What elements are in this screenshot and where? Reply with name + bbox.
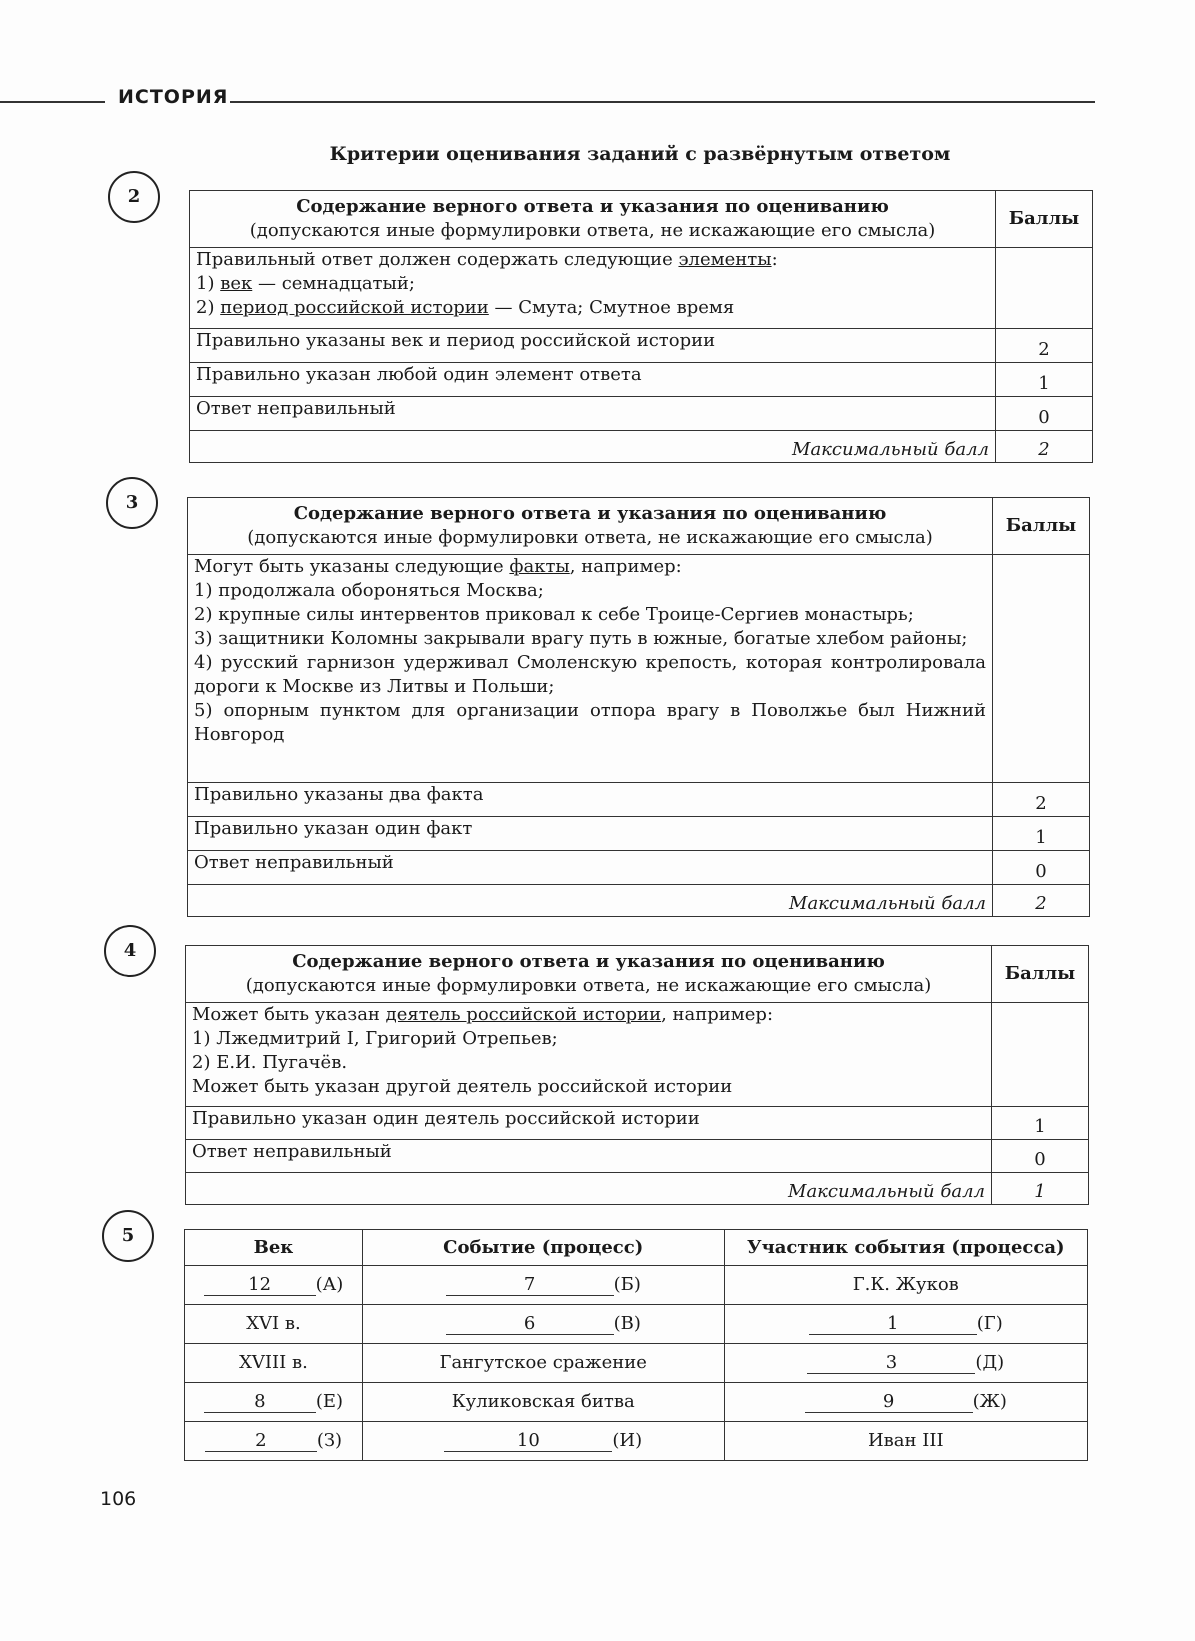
content-line	[194, 651, 986, 699]
matching-cell	[362, 1344, 724, 1383]
content-text: 2) крупные силы интервентов приковал к себе Троице-Сергиев монастырь;	[194, 604, 914, 625]
answer-content-row	[188, 555, 1090, 783]
criteria-score: 0	[992, 1140, 1089, 1173]
column-header: Участник события (процесса)	[724, 1230, 1087, 1266]
criteria-row	[190, 363, 1093, 397]
criteria-table-2	[189, 190, 1093, 463]
answer-label: (Е)	[315, 1391, 344, 1412]
content-line	[194, 555, 986, 579]
criteria-text: Правильно указаны век и период российской истории	[190, 329, 996, 363]
underlined-term: период российской истории	[220, 297, 489, 318]
content-line	[196, 272, 989, 296]
answer-blank: 9	[805, 1392, 973, 1413]
content-text: , например:	[661, 1004, 774, 1025]
answer-blank: 3	[807, 1353, 975, 1374]
answer-label: (Б)	[613, 1274, 641, 1295]
answer-blank: 2	[205, 1431, 317, 1452]
answer-blank: 12	[204, 1275, 316, 1296]
header-row	[186, 946, 1089, 1003]
content-header-title: Содержание верного ответа и указания по оцениванию	[296, 196, 889, 217]
max-score-row	[190, 431, 1093, 463]
column-header: Событие (процесс)	[362, 1230, 724, 1266]
matching-cell	[362, 1383, 724, 1422]
content-text: Может быть указан другой деятель российской истории	[192, 1076, 733, 1097]
content-header-note: (допускаются иные формулировки ответа, не искажающие его смысла)	[249, 220, 936, 241]
answer-content	[186, 1003, 992, 1107]
answer-label: (В)	[613, 1313, 641, 1334]
answer-label: (Ж)	[972, 1391, 1007, 1412]
max-score-row	[186, 1173, 1089, 1205]
cell-text: XVIII в.	[239, 1352, 308, 1373]
criteria-score: 2	[993, 783, 1090, 817]
underlined-term: век	[220, 273, 253, 294]
max-score-value: 1	[992, 1173, 1089, 1205]
criteria-row	[190, 397, 1093, 431]
task-number-badge: 5	[102, 1210, 154, 1262]
content-text: 2) Е.И. Пугачёв.	[192, 1052, 348, 1073]
answer-label: (Г)	[976, 1313, 1003, 1334]
criteria-score: 0	[996, 397, 1093, 431]
criteria-score: 0	[993, 851, 1090, 885]
matching-row	[185, 1305, 1088, 1344]
criteria-text: Правильно указан любой один элемент ответа	[190, 363, 996, 397]
subject-heading: ИСТОРИЯ	[118, 86, 229, 108]
page-title: Критерии оценивания заданий с развёрнутым ответом	[329, 143, 951, 165]
matching-row	[185, 1422, 1088, 1461]
max-score-label: Максимальный балл	[190, 431, 996, 463]
answer-blank: 8	[204, 1392, 316, 1413]
criteria-score: 1	[993, 817, 1090, 851]
matching-cell	[185, 1344, 363, 1383]
score-header: Баллы	[996, 191, 1093, 248]
matching-cell	[724, 1305, 1087, 1344]
answer-content-row	[190, 248, 1093, 329]
matching-cell	[185, 1266, 363, 1305]
underlined-term: элементы	[678, 249, 772, 270]
matching-cell	[185, 1422, 363, 1461]
max-score-row	[188, 885, 1090, 917]
matching-cell	[724, 1266, 1087, 1305]
content-line	[196, 248, 989, 272]
content-text: Могут быть указаны следующие	[194, 556, 510, 577]
content-header	[186, 946, 992, 1003]
answer-blank: 6	[446, 1314, 614, 1335]
content-header-note: (допускаются иные формулировки ответа, не искажающие его смысла)	[247, 527, 933, 548]
answer-label: (И)	[612, 1430, 643, 1451]
content-header	[190, 191, 996, 248]
matching-cell	[185, 1383, 363, 1422]
criteria-row	[188, 783, 1090, 817]
content-line	[194, 603, 986, 627]
content-text: 2)	[196, 297, 221, 318]
criteria-row	[186, 1140, 1089, 1173]
cell-text: Иван III	[867, 1430, 944, 1451]
header-row	[188, 498, 1090, 555]
criteria-score: 1	[996, 363, 1093, 397]
answer-content	[188, 555, 993, 783]
criteria-row	[188, 817, 1090, 851]
content-text: , например:	[569, 556, 682, 577]
answer-label: (З)	[316, 1430, 343, 1451]
criteria-text: Ответ неправильный	[186, 1140, 992, 1173]
content-text: — Смута; Смутное время	[488, 297, 735, 318]
max-score-label: Максимальный балл	[188, 885, 993, 917]
answer-label: (А)	[315, 1274, 344, 1295]
criteria-row	[186, 1107, 1089, 1140]
content-line	[194, 627, 986, 651]
content-header	[188, 498, 993, 555]
answer-blank: 1	[809, 1314, 977, 1335]
matching-cell	[185, 1305, 363, 1344]
task-number-badge: 3	[106, 477, 158, 529]
page-number: 106	[100, 1488, 137, 1510]
underlined-term: факты	[509, 556, 570, 577]
answer-content-row	[186, 1003, 1089, 1107]
content-text: Правильный ответ должен содержать следующие	[196, 249, 679, 270]
content-text: Может быть указан	[192, 1004, 386, 1025]
content-line	[194, 579, 986, 603]
score-empty	[996, 248, 1093, 329]
max-score-label: Максимальный балл	[186, 1173, 992, 1205]
criteria-text: Правильно указан один деятель российской истории	[186, 1107, 992, 1140]
content-line	[194, 699, 986, 747]
score-header: Баллы	[992, 946, 1089, 1003]
criteria-row	[190, 329, 1093, 363]
header-rule-right	[230, 101, 1095, 103]
content-header-note: (допускаются иные формулировки ответа, не искажающие его смысла)	[245, 975, 932, 996]
matching-row	[185, 1383, 1088, 1422]
cell-text: Г.К. Жуков	[852, 1274, 959, 1295]
criteria-score: 1	[992, 1107, 1089, 1140]
criteria-row	[188, 851, 1090, 885]
content-text: 1)	[196, 273, 221, 294]
content-text: — семнадцатый;	[252, 273, 415, 294]
matching-cell	[362, 1305, 724, 1344]
matching-cell	[724, 1383, 1087, 1422]
content-text: :	[771, 249, 778, 270]
matching-row	[185, 1266, 1088, 1305]
score-empty	[992, 1003, 1089, 1107]
header-row	[190, 191, 1093, 248]
cell-text: Куликовская битва	[451, 1391, 635, 1412]
content-header-title: Содержание верного ответа и указания по оцениванию	[293, 503, 887, 524]
content-text: 3) защитники Коломны закрывали врагу путь в южные, богатые хлебом районы;	[194, 628, 968, 649]
answer-blank: 10	[444, 1431, 612, 1452]
cell-text: Гангутское сражение	[439, 1352, 647, 1373]
score-header: Баллы	[993, 498, 1090, 555]
max-score-value: 2	[996, 431, 1093, 463]
header-rule-left	[0, 101, 105, 103]
answer-blank: 7	[446, 1275, 614, 1296]
criteria-table-4	[185, 945, 1089, 1205]
content-line	[192, 1003, 985, 1027]
criteria-text: Ответ неправильный	[190, 397, 996, 431]
matching-table	[184, 1229, 1088, 1461]
content-header-title: Содержание верного ответа и указания по оцениванию	[292, 951, 885, 972]
max-score-value: 2	[993, 885, 1090, 917]
content-line	[192, 1027, 985, 1051]
underlined-term: деятель российской истории	[385, 1004, 662, 1025]
content-text: 1) Лжедмитрий I, Григорий Отрепьев;	[192, 1028, 558, 1049]
criteria-table-3	[187, 497, 1090, 917]
criteria-score: 2	[996, 329, 1093, 363]
matching-cell	[724, 1344, 1087, 1383]
criteria-text: Ответ неправильный	[188, 851, 993, 885]
answer-label: (Д)	[975, 1352, 1005, 1373]
matching-cell	[362, 1422, 724, 1461]
score-empty	[993, 555, 1090, 783]
content-text: 5) опорным пунктом для организации отпора врагу в Поволжье был Нижний Новгород	[194, 700, 986, 745]
criteria-text: Правильно указаны два факта	[188, 783, 993, 817]
matching-row	[185, 1344, 1088, 1383]
criteria-text: Правильно указан один факт	[188, 817, 993, 851]
answer-content	[190, 248, 996, 329]
task-number-badge: 2	[108, 171, 160, 223]
column-header: Век	[185, 1230, 363, 1266]
content-line	[192, 1075, 985, 1099]
matching-cell	[362, 1266, 724, 1305]
content-line	[192, 1051, 985, 1075]
cell-text: XVI в.	[246, 1313, 301, 1334]
content-line	[196, 296, 989, 320]
header-row	[185, 1230, 1088, 1266]
content-text: 4) русский гарнизон удерживал Смоленскую крепость, которая контролировала дороги к Москве из Литвы и Польши;	[194, 652, 986, 697]
task-number-badge: 4	[104, 925, 156, 977]
matching-cell	[724, 1422, 1087, 1461]
content-text: 1) продолжала обороняться Москва;	[194, 580, 544, 601]
